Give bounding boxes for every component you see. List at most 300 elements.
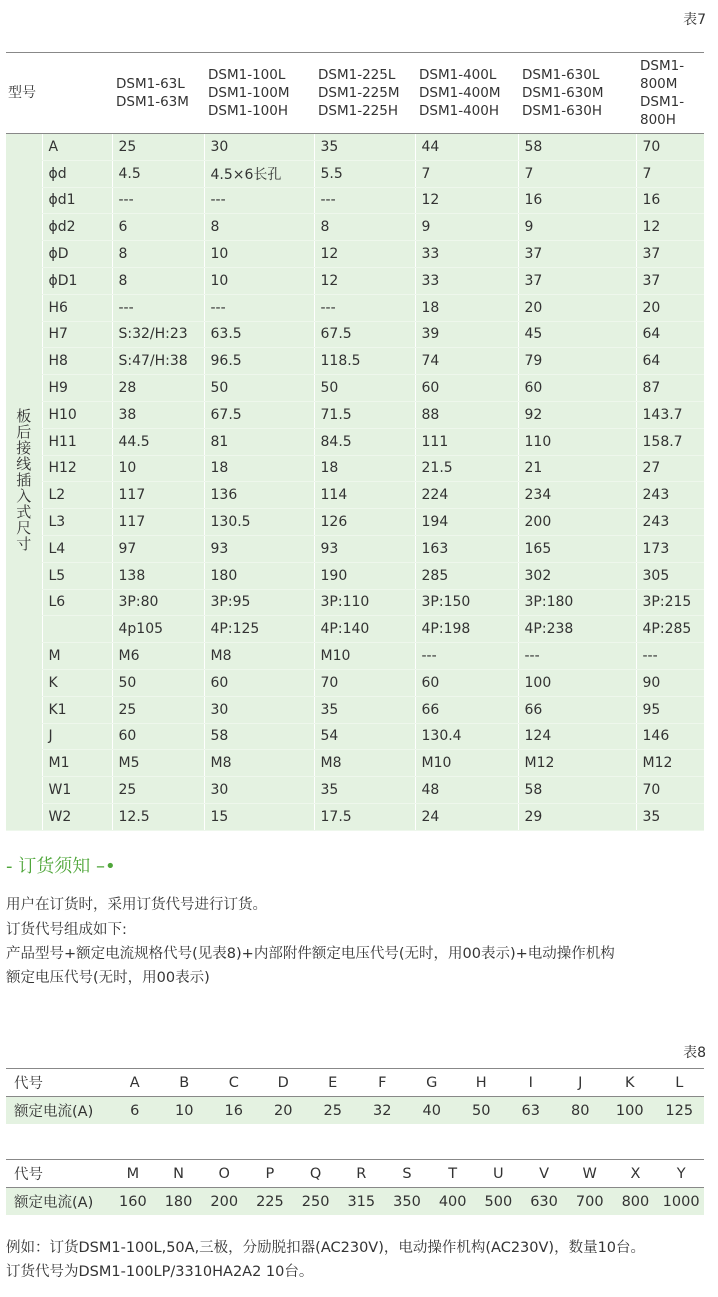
- dimension-label: H12: [42, 455, 112, 482]
- code-cell: J: [556, 1069, 606, 1097]
- dimension-value: 25: [112, 777, 204, 804]
- dimension-value: 18: [204, 455, 314, 482]
- code-cell: C: [209, 1069, 259, 1097]
- dimension-value: 50: [314, 375, 415, 402]
- dimension-value: 93: [314, 535, 415, 562]
- dimension-value: 81: [204, 428, 314, 455]
- current-code-table-part1: [6, 1068, 704, 1124]
- dimension-label: H7: [42, 321, 112, 348]
- dimension-value: 50: [112, 669, 204, 696]
- dimension-value: ---: [112, 187, 204, 214]
- dimension-label: J: [42, 723, 112, 750]
- model-name: DSM1-100L: [208, 67, 286, 83]
- code-cell: Y: [658, 1160, 704, 1188]
- code-row: [6, 1160, 704, 1188]
- code-cell: A: [110, 1069, 160, 1097]
- table-row: [6, 160, 704, 187]
- dimension-value: 37: [518, 241, 636, 268]
- dimension-value: 18: [314, 455, 415, 482]
- dimension-value: 66: [415, 696, 518, 723]
- dimension-value: 124: [518, 723, 636, 750]
- dimension-label: ϕd2: [42, 214, 112, 241]
- dimension-value: 58: [518, 134, 636, 161]
- current-cell: 125: [655, 1097, 705, 1125]
- dimension-value: 37: [636, 267, 704, 294]
- current-cell: 800: [613, 1188, 659, 1216]
- dimension-value: ---: [636, 643, 704, 670]
- dimension-value: 12: [636, 214, 704, 241]
- dimension-value: 117: [112, 482, 204, 509]
- dimension-value: 24: [415, 803, 518, 830]
- dimension-value: 3P:80: [112, 589, 204, 616]
- dimension-value: ---: [314, 187, 415, 214]
- current-cell: 200: [201, 1188, 247, 1216]
- title-dash-left: -: [6, 856, 19, 877]
- model-name: DSM1-225H: [318, 103, 398, 119]
- current-row-label: 额定电流(A): [6, 1188, 110, 1216]
- dimension-value: 4P:238: [518, 616, 636, 643]
- dimension-label: L4: [42, 535, 112, 562]
- model-header-cell: [415, 53, 518, 134]
- table-row: [6, 482, 704, 509]
- side-label: 板后接线插入式尺寸: [14, 407, 33, 552]
- table-row: [6, 643, 704, 670]
- dimension-value: 84.5: [314, 428, 415, 455]
- table-row: [6, 401, 704, 428]
- dimension-value: M5: [112, 750, 204, 777]
- current-row: [6, 1188, 704, 1216]
- dimension-value: 110: [518, 428, 636, 455]
- notice-title-text: 订货须知: [18, 856, 91, 877]
- dimension-label: L5: [42, 562, 112, 589]
- current-cell: 100: [605, 1097, 655, 1125]
- dimension-value: 6: [112, 214, 204, 241]
- code-cell: F: [358, 1069, 408, 1097]
- dimension-label: ϕD1: [42, 267, 112, 294]
- dimension-value: 285: [415, 562, 518, 589]
- dimension-value: 4P:125: [204, 616, 314, 643]
- dimension-value: 146: [636, 723, 704, 750]
- table-row: [6, 616, 704, 643]
- dimension-value: 88: [415, 401, 518, 428]
- dimension-value: 10: [204, 267, 314, 294]
- side-label-cell: [6, 134, 42, 831]
- table-row: [6, 294, 704, 321]
- dimension-value: 305: [636, 562, 704, 589]
- dimension-value: 17.5: [314, 803, 415, 830]
- dimension-value: 4p105: [112, 616, 204, 643]
- dimension-value: 165: [518, 535, 636, 562]
- model-name: DSM1-400H: [419, 103, 499, 119]
- table8-label: 表8: [683, 1045, 706, 1061]
- dimension-value: 118.5: [314, 348, 415, 375]
- dimension-value: ---: [112, 294, 204, 321]
- current-cell: 16: [209, 1097, 259, 1125]
- table-row: [6, 267, 704, 294]
- dimension-value: 16: [636, 187, 704, 214]
- current-cell: 50: [457, 1097, 507, 1125]
- dimension-value: 4P:140: [314, 616, 415, 643]
- dimension-value: 3P:180: [518, 589, 636, 616]
- dimension-value: 20: [636, 294, 704, 321]
- code-cell: N: [156, 1160, 202, 1188]
- dimension-value: 180: [204, 562, 314, 589]
- dimension-value: ---: [204, 187, 314, 214]
- dimension-value: 100: [518, 669, 636, 696]
- dimension-value: 64: [636, 348, 704, 375]
- dimension-value: 130.4: [415, 723, 518, 750]
- model-name: DSM1-630L: [522, 67, 600, 83]
- dimension-value: M12: [518, 750, 636, 777]
- dimension-value: 79: [518, 348, 636, 375]
- dimension-value: 12: [314, 267, 415, 294]
- table7-label: 表7: [683, 12, 706, 28]
- current-cell: 40: [407, 1097, 457, 1125]
- dimension-value: 37: [636, 241, 704, 268]
- dimension-label: L3: [42, 509, 112, 536]
- dimension-label: W1: [42, 777, 112, 804]
- table-row: [6, 455, 704, 482]
- dimension-value: 96.5: [204, 348, 314, 375]
- table-row: [6, 348, 704, 375]
- dimension-value: M10: [314, 643, 415, 670]
- code-cell: B: [160, 1069, 210, 1097]
- dimension-label: H9: [42, 375, 112, 402]
- model-name: DSM1-800M: [640, 58, 685, 92]
- dimension-value: M10: [415, 750, 518, 777]
- model-name: DSM1-800H: [640, 94, 685, 128]
- dimension-value: 138: [112, 562, 204, 589]
- dimension-value: 190: [314, 562, 415, 589]
- code-cell: W: [567, 1160, 613, 1188]
- example-line-2: 订货代号为DSM1-100LP/3310HA2A2 10台。: [6, 1264, 314, 1280]
- dimension-value: 60: [204, 669, 314, 696]
- dimension-value: 243: [636, 482, 704, 509]
- dimension-value: 8: [204, 214, 314, 241]
- dimension-value: 114: [314, 482, 415, 509]
- dimension-value: 4P:198: [415, 616, 518, 643]
- dimension-label: H6: [42, 294, 112, 321]
- dimension-value: 15: [204, 803, 314, 830]
- current-row: [6, 1097, 704, 1125]
- code-cell: X: [613, 1160, 659, 1188]
- dimension-value: 173: [636, 535, 704, 562]
- table-row: [6, 589, 704, 616]
- current-cell: 250: [293, 1188, 339, 1216]
- dimension-value: 95: [636, 696, 704, 723]
- dimension-value: 158.7: [636, 428, 704, 455]
- notice-line-4: 额定电压代号(无时，用00表示): [6, 970, 210, 986]
- dimension-value: 33: [415, 267, 518, 294]
- current-cell: 25: [308, 1097, 358, 1125]
- dimension-label: H8: [42, 348, 112, 375]
- model-name: DSM1-400L: [419, 67, 497, 83]
- dimension-value: 8: [314, 214, 415, 241]
- dimension-value: 9: [518, 214, 636, 241]
- current-cell: 500: [476, 1188, 522, 1216]
- dimension-value: 35: [314, 134, 415, 161]
- dimension-value: 90: [636, 669, 704, 696]
- dimension-value: 27: [636, 455, 704, 482]
- model-name: DSM1-630H: [522, 103, 602, 119]
- dimension-value: 117: [112, 509, 204, 536]
- current-cell: 350: [384, 1188, 430, 1216]
- table-row: [6, 241, 704, 268]
- dimension-value: 66: [518, 696, 636, 723]
- dimension-value: 126: [314, 509, 415, 536]
- code-cell: G: [407, 1069, 457, 1097]
- dimension-value: 12: [314, 241, 415, 268]
- current-cell: 630: [521, 1188, 567, 1216]
- dimension-value: 30: [204, 134, 314, 161]
- table-row: [6, 321, 704, 348]
- model-header-cell: [112, 53, 204, 134]
- example-line-1: 例如：订货DSM1-100L,50A,三极，分励脱扣器(AC230V)，电动操作机构(AC230V)，数量10台。: [6, 1240, 646, 1256]
- dimension-value: 60: [415, 375, 518, 402]
- dimension-value: 60: [518, 375, 636, 402]
- dimension-value: 60: [415, 669, 518, 696]
- dimension-value: 7: [518, 160, 636, 187]
- dimension-value: 16: [518, 187, 636, 214]
- current-row-label: 额定电流(A): [6, 1097, 110, 1125]
- dimension-value: 54: [314, 723, 415, 750]
- dimension-value: 70: [636, 777, 704, 804]
- table-row: [6, 750, 704, 777]
- dimension-value: 92: [518, 401, 636, 428]
- dimension-value: ---: [314, 294, 415, 321]
- current-cell: 10: [160, 1097, 210, 1125]
- table-row: [6, 696, 704, 723]
- dimension-label: K1: [42, 696, 112, 723]
- dimension-value: 194: [415, 509, 518, 536]
- dimension-value: 44: [415, 134, 518, 161]
- code-cell: V: [521, 1160, 567, 1188]
- dimension-value: 21.5: [415, 455, 518, 482]
- dimension-value: 29: [518, 803, 636, 830]
- dimension-value: ---: [415, 643, 518, 670]
- code-cell: I: [506, 1069, 556, 1097]
- dimension-value: 224: [415, 482, 518, 509]
- dimension-value: 10: [112, 455, 204, 482]
- dimension-value: 4P:285: [636, 616, 704, 643]
- dimension-value: 5.5: [314, 160, 415, 187]
- current-cell: 400: [430, 1188, 476, 1216]
- notice-line-2: 订货代号组成如下:: [6, 922, 127, 938]
- model-name: DSM1-100H: [208, 103, 288, 119]
- dimension-value: 243: [636, 509, 704, 536]
- dimension-value: 10: [204, 241, 314, 268]
- dimension-value: 12: [415, 187, 518, 214]
- table7-header-row: [6, 53, 704, 134]
- dimension-value: 163: [415, 535, 518, 562]
- dimension-value: ---: [518, 643, 636, 670]
- model-header-cell: [314, 53, 415, 134]
- dimension-value: 200: [518, 509, 636, 536]
- dimension-value: 3P:215: [636, 589, 704, 616]
- code-row-label: 代号: [6, 1069, 110, 1097]
- code-row: [6, 1069, 704, 1097]
- dimension-value: 234: [518, 482, 636, 509]
- dimension-value: M6: [112, 643, 204, 670]
- dimension-value: 67.5: [204, 401, 314, 428]
- dimension-value: 25: [112, 134, 204, 161]
- code-cell: M: [110, 1160, 156, 1188]
- model-name: DSM1-100M: [208, 85, 290, 101]
- dimension-value: 130.5: [204, 509, 314, 536]
- dimension-table: [6, 52, 704, 831]
- dimension-label: K: [42, 669, 112, 696]
- table-row: [6, 375, 704, 402]
- dimension-value: 71.5: [314, 401, 415, 428]
- dimension-label: A: [42, 134, 112, 161]
- title-dash-right: –•: [90, 856, 116, 877]
- code-cell: H: [457, 1069, 507, 1097]
- table-row: [6, 803, 704, 830]
- dimension-value: 33: [415, 241, 518, 268]
- dimension-value: 63.5: [204, 321, 314, 348]
- table-row: [6, 535, 704, 562]
- current-cell: 32: [358, 1097, 408, 1125]
- model-name: DSM1-63M: [116, 94, 189, 110]
- dimension-value: M8: [204, 643, 314, 670]
- current-cell: 180: [156, 1188, 202, 1216]
- table-row: [6, 723, 704, 750]
- dimension-value: 70: [636, 134, 704, 161]
- dimension-value: 8: [112, 241, 204, 268]
- dimension-value: 67.5: [314, 321, 415, 348]
- dimension-label: ϕd: [42, 160, 112, 187]
- dimension-value: 21: [518, 455, 636, 482]
- current-cell: 225: [247, 1188, 293, 1216]
- model-name: DSM1-225L: [318, 67, 396, 83]
- dimension-value: 37: [518, 267, 636, 294]
- dimension-label: H11: [42, 428, 112, 455]
- table-row: [6, 562, 704, 589]
- dimension-value: 8: [112, 267, 204, 294]
- dimension-value: M8: [314, 750, 415, 777]
- table-row: [6, 669, 704, 696]
- current-code-table-part2: [6, 1159, 704, 1215]
- model-name: DSM1-225M: [318, 85, 400, 101]
- dimension-value: S:32/H:23: [112, 321, 204, 348]
- current-cell: 20: [259, 1097, 309, 1125]
- dimension-value: 25: [112, 696, 204, 723]
- dimension-value: 7: [636, 160, 704, 187]
- dimension-value: M12: [636, 750, 704, 777]
- notice-line-3: 产品型号+额定电流规格代号(见表8)+内部附件额定电压代号(无时，用00表示)+电动操作机构: [6, 946, 615, 962]
- dimension-value: 12.5: [112, 803, 204, 830]
- dimension-value: 74: [415, 348, 518, 375]
- dimension-value: 45: [518, 321, 636, 348]
- dimension-value: 30: [204, 696, 314, 723]
- dimension-value: 58: [518, 777, 636, 804]
- code-cell: O: [201, 1160, 247, 1188]
- dimension-value: 3P:110: [314, 589, 415, 616]
- table-row: [6, 134, 704, 161]
- table-row: [6, 428, 704, 455]
- current-cell: 1000: [658, 1188, 704, 1216]
- dimension-label: ϕD: [42, 241, 112, 268]
- dimension-value: 64: [636, 321, 704, 348]
- code-row-label: 代号: [6, 1160, 110, 1188]
- code-cell: R: [338, 1160, 384, 1188]
- dimension-value: 35: [636, 803, 704, 830]
- dimension-value: 4.5×6长孔: [204, 160, 314, 187]
- code-cell: U: [476, 1160, 522, 1188]
- current-cell: 6: [110, 1097, 160, 1125]
- code-cell: D: [259, 1069, 309, 1097]
- code-cell: S: [384, 1160, 430, 1188]
- dimension-label: L2: [42, 482, 112, 509]
- dimension-label: M: [42, 643, 112, 670]
- ordering-notice-title: [6, 852, 116, 878]
- dimension-value: 58: [204, 723, 314, 750]
- dimension-value: 48: [415, 777, 518, 804]
- dimension-value: 4.5: [112, 160, 204, 187]
- dimension-value: 30: [204, 777, 314, 804]
- dimension-value: 87: [636, 375, 704, 402]
- dimension-label: W2: [42, 803, 112, 830]
- dimension-value: 28: [112, 375, 204, 402]
- code-cell: P: [247, 1160, 293, 1188]
- dimension-label: M1: [42, 750, 112, 777]
- code-cell: E: [308, 1069, 358, 1097]
- dimension-value: 3P:150: [415, 589, 518, 616]
- table-row: [6, 777, 704, 804]
- dimension-value: 7: [415, 160, 518, 187]
- table-row: [6, 509, 704, 536]
- dimension-value: 39: [415, 321, 518, 348]
- dimension-value: S:47/H:38: [112, 348, 204, 375]
- dimension-label: H10: [42, 401, 112, 428]
- dimension-value: 143.7: [636, 401, 704, 428]
- dimension-value: 111: [415, 428, 518, 455]
- dimension-value: 9: [415, 214, 518, 241]
- current-cell: 160: [110, 1188, 156, 1216]
- current-cell: 80: [556, 1097, 606, 1125]
- dimension-label: ϕd1: [42, 187, 112, 214]
- current-cell: 63: [506, 1097, 556, 1125]
- code-cell: Q: [293, 1160, 339, 1188]
- current-cell: 315: [338, 1188, 384, 1216]
- dimension-value: 38: [112, 401, 204, 428]
- dimension-value: 3P:95: [204, 589, 314, 616]
- model-header-cell: [204, 53, 314, 134]
- notice-line-1: 用户在订货时，采用订货代号进行订货。: [6, 897, 267, 913]
- dimension-value: 93: [204, 535, 314, 562]
- dimension-value: 70: [314, 669, 415, 696]
- dimension-value: 136: [204, 482, 314, 509]
- model-header-cell: [518, 53, 636, 134]
- dimension-value: 35: [314, 777, 415, 804]
- model-header: 型号: [6, 53, 112, 134]
- dimension-label: [42, 616, 112, 643]
- dimension-value: ---: [204, 294, 314, 321]
- dimension-value: M8: [204, 750, 314, 777]
- code-cell: K: [605, 1069, 655, 1097]
- table-row: [6, 187, 704, 214]
- dimension-label: L6: [42, 589, 112, 616]
- code-cell: L: [655, 1069, 705, 1097]
- model-name: DSM1-63L: [116, 76, 185, 92]
- model-name: DSM1-630M: [522, 85, 604, 101]
- dimension-value: 44.5: [112, 428, 204, 455]
- model-name: DSM1-400M: [419, 85, 501, 101]
- dimension-value: 302: [518, 562, 636, 589]
- current-cell: 700: [567, 1188, 613, 1216]
- dimension-value: 97: [112, 535, 204, 562]
- dimension-value: 20: [518, 294, 636, 321]
